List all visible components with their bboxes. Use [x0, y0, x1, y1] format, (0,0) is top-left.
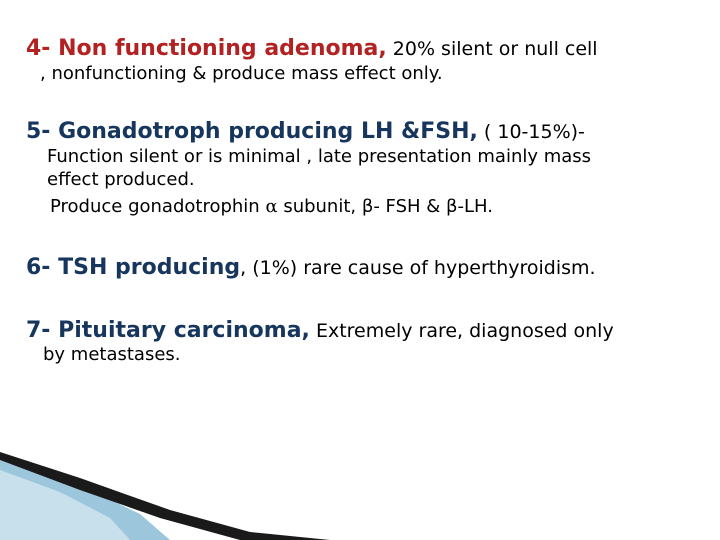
item-7-line-1: by metastases. — [43, 344, 181, 365]
item-5-extra-line — [50, 198, 493, 216]
item-5-line-2: effect produced. — [47, 169, 195, 190]
item-6-heading-line — [26, 257, 596, 279]
item-7-heading-line — [26, 320, 614, 342]
item-4-heading-rest: 20% silent or null cell — [386, 38, 598, 60]
item-4-line-1: , nonfunctioning & produce mass effect only. — [40, 63, 443, 84]
item-7-heading-rest: Extremely rare, diagnosed only — [309, 320, 614, 342]
item-5-heading: 5- Gonadotroph producing LH &FSH, — [26, 119, 478, 144]
item-6-heading-rest: , (1%) rare cause of hyperthyroidism. — [240, 257, 596, 279]
item-5-extra-post: subunit, β- FSH & β-LH. — [277, 196, 493, 217]
item-5-heading-line — [26, 121, 585, 143]
swoosh-decoration — [0, 440, 340, 540]
item-5-extra-pre: Produce gonadotrophin — [50, 196, 266, 217]
item-5-heading-rest: ( 10-15%)- — [477, 121, 585, 143]
item-4-heading-line — [26, 38, 598, 60]
alpha-symbol: α — [265, 196, 278, 217]
item-4-heading: 4- Non functioning adenoma, — [26, 36, 387, 61]
item-6-heading: 6- TSH producing — [26, 255, 241, 280]
item-5-line-1: Function silent or is minimal , late presentation mainly mass — [47, 146, 592, 167]
item-7-heading: 7- Pituitary carcinoma, — [26, 318, 310, 343]
